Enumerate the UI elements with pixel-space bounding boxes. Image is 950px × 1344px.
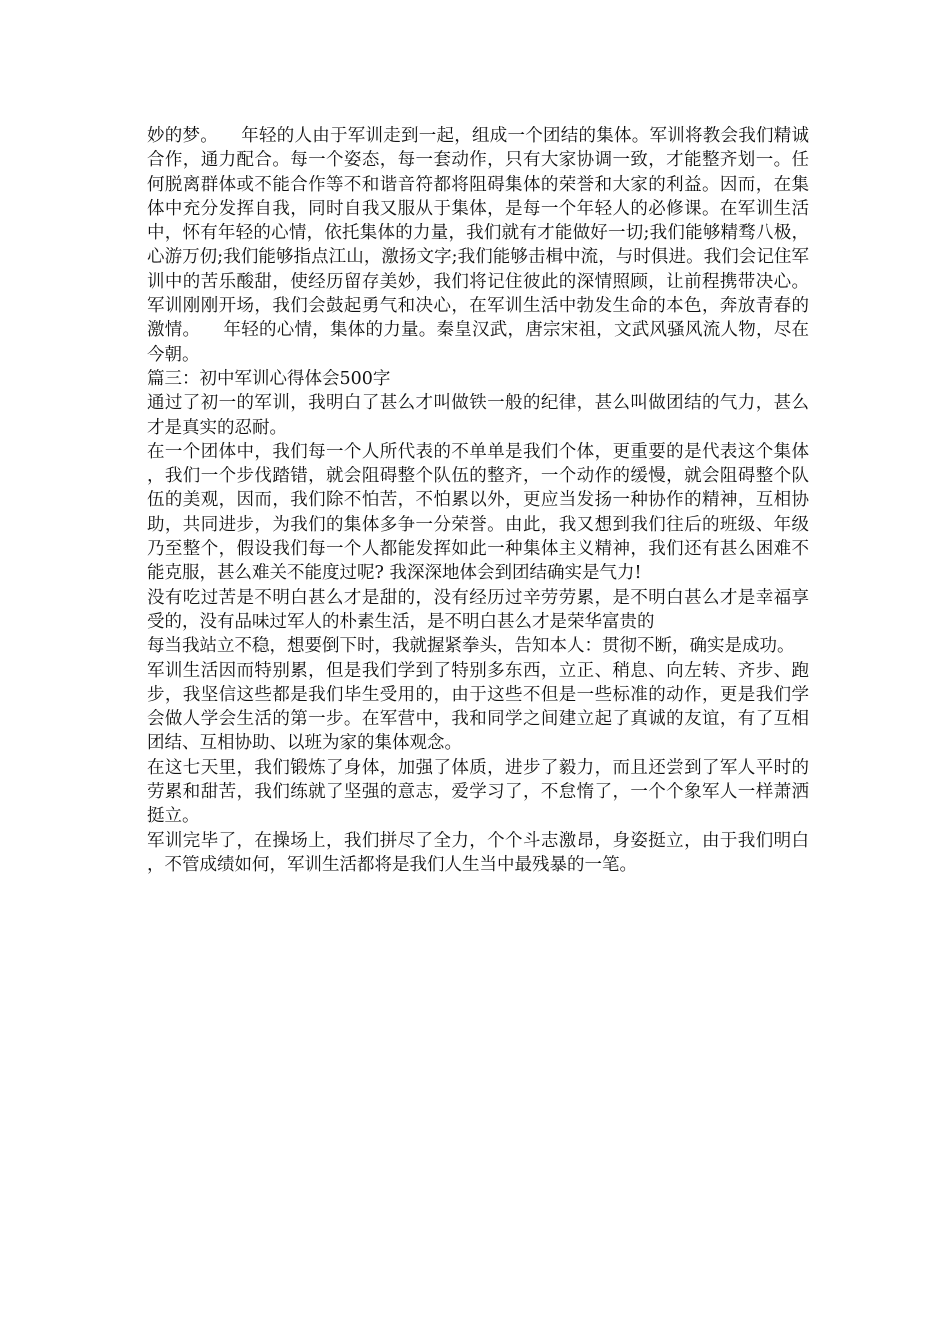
paragraph-intro-continuation: 妙的梦。 年轻的人由于军训走到一起，组成一个团结的集体。军训将教会我们精诚合作，通力配合。每一个姿态，每一套动作，只有大家协调一致，才能整齐划一。任何脱离群体或不能合作等不和谐音符都将阻碍集体的荣誉和大家的利益。因而，在集体中充分发挥自我，同时自我又服从于集体，是每一个年轻人的必修课。在军训生活中，怀有年轻的心情，依托集体的力量，我们就有才能做好一切;我们能够精骛八极，心游万仞;我们能够指点江山，激扬文字;我们能够击楫中流，与时俱进。我们会记住军训中的苦乐酸甜，使经历留存美妙，我们将记住彼此的深情照顾，让前程携带决心。军训刚刚开场，我们会鼓起勇气和决心，在军训生活中勃发生命的本色，奔放青春的激情。 年轻的心情，集体的力量。秦皇汉武，唐宗宋祖，文武风骚风流人物，尽在今朝。 (147, 126, 809, 365)
paragraph-lessons: 军训生活因而特别累，但是我们学到了特别多东西，立正、稍息、向左转、齐步、跑步，我坚信这些都是我们毕生受用的，由于这些不但是一些标准的动作，更是我们学会做人学会生活的第一步。在军营中，我和同学之间建立起了真诚的友谊，有了互相团结、互相协助、以班为家的集体观念。 (147, 660, 809, 754)
paragraph-discipline: 通过了初一的军训，我明白了甚么才叫做铁一般的纪律，甚么叫做团结的气力，甚么才是真实的忍耐。 (147, 393, 809, 438)
section-heading: 篇三：初中军训心得体会500字 (147, 368, 391, 389)
paragraph-conclusion: 军训完毕了，在操场上，我们拼尽了全力，个个斗志激昂，身姿挺立，由于我们明白，不管成绩如何，军训生活都将是我们人生当中最残暴的一笔。 (147, 830, 809, 875)
paragraph-hardship: 没有吃过苦是不明白甚么才是甜的，没有经历过辛劳劳累，是不明白甚么才是幸福享受的，没有品味过军人的朴素生活，是不明白甚么才是荣华富贵的 (147, 587, 809, 632)
paragraph-teamwork: 在一个团体中，我们每一个人所代表的不单单是我们个体，更重要的是代表这个集体，我们一个步伐踏错，就会阻碍整个队伍的整齐，一个动作的缓慢，就会阻碍整个队伍的美观，因而，我们除不怕苦，不怕累以外，更应当发扬一种协作的精神，互相协助，共同进步，为我们的集体多争一分荣誉。由此，我又想到我们往后的班级、年级乃至整个，假设我们每一个人都能发挥如此一种集体主义精神，我们还有甚么困难不能克服，甚么难关不能度过呢? 我深深地体会到团结确实是气力! (147, 441, 809, 584)
paragraph-seven-days: 在这七天里，我们锻炼了身体，加强了体质，进步了毅力，而且还尝到了军人平时的劳累和甜苦，我们练就了坚强的意志，爱学习了，不怠惰了，一个个象军人一样萧洒挺立。 (147, 757, 809, 827)
paragraph-persistence: 每当我站立不稳，想要倒下时，我就握紧拳头，告知本人：贯彻不断，确实是成功。 (147, 636, 795, 657)
document-body (147, 124, 809, 877)
